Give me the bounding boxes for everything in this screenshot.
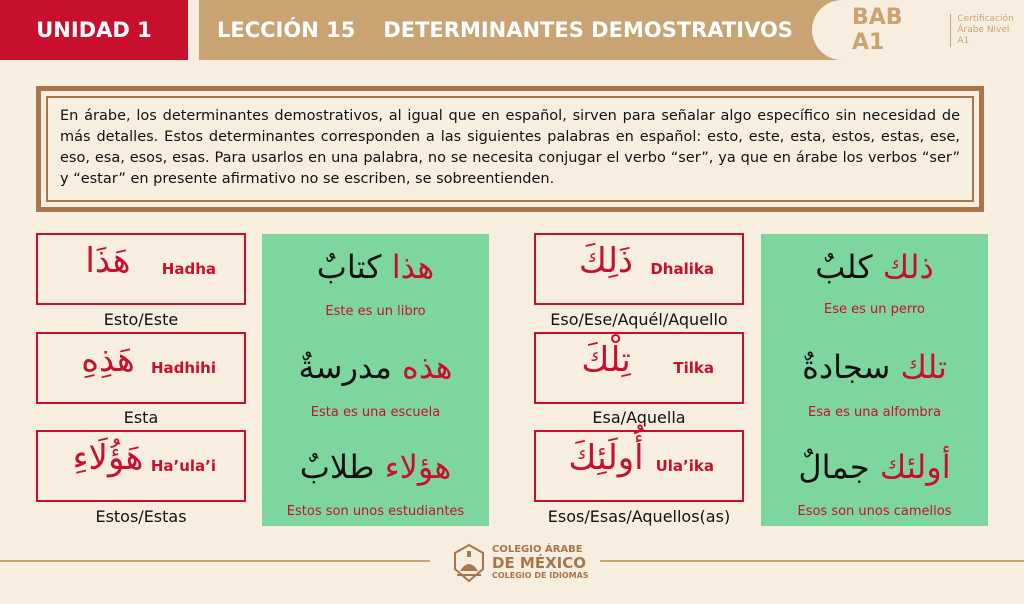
word-meaning: Eso/Ese/Aquél/Aquello: [550, 310, 728, 329]
unit-label: UNIDAD 1: [0, 0, 188, 60]
example-arabic: [761, 248, 988, 286]
examples-panel-far: [761, 234, 988, 526]
example-demonstrative: تلك: [900, 348, 947, 386]
example-demonstrative: هؤلاء: [384, 448, 452, 486]
word-meaning: Esos/Esas/Aquellos(as): [547, 507, 731, 526]
cert-line-2: Árabe Nivel A1: [957, 24, 1010, 46]
example-noun: كلبٌ: [815, 248, 873, 286]
example-noun: سجادةٌ: [802, 348, 891, 386]
example-arabic: [761, 348, 988, 386]
word-meaning: Estos/Estas: [95, 507, 187, 526]
example-spanish: Esta es una escuela: [310, 405, 441, 420]
transliteration: Tilka: [673, 359, 714, 377]
arabic-word: أُولَئِكَ: [568, 438, 644, 478]
example-demonstrative: هذه: [402, 348, 453, 386]
word-box-tilka: [534, 332, 744, 404]
example-demonstrative: أولئك: [879, 448, 951, 486]
lesson-bar: [199, 0, 899, 60]
example-demonstrative: هذا: [391, 248, 435, 286]
certification-label: [950, 14, 1024, 47]
example-spanish: Estos son unos estudiantes: [286, 504, 465, 519]
examples-panel-near: [262, 234, 489, 526]
example-spanish: Esos son unos camellos: [797, 504, 952, 519]
footer-divider-left: [0, 560, 430, 562]
word-box-hadhihi: [36, 332, 246, 404]
word-meaning: Esa/Aquella: [592, 408, 686, 427]
example-demonstrative: ذلك: [882, 248, 934, 286]
school-name: [492, 544, 589, 580]
lesson-number: LECCIÓN 15: [217, 18, 356, 42]
example-arabic: [262, 448, 489, 486]
word-box-ulaika: [534, 430, 744, 502]
arabic-word: هَؤُلَاءِ: [72, 438, 144, 478]
example-arabic: [761, 448, 988, 486]
school-logo-icon: [449, 543, 489, 583]
school-line-1: COLEGIO ÁRABE: [492, 544, 583, 555]
example-spanish: Esa es una alfombra: [808, 405, 941, 420]
arabic-word: هَذِهِ: [81, 340, 135, 380]
lesson-topic: DETERMINANTES DEMOSTRATIVOS: [383, 18, 793, 42]
brand-name: BAB A1: [852, 5, 903, 55]
arabic-word: ذَلِكَ: [578, 241, 634, 281]
word-meaning: Esto/Este: [103, 310, 179, 329]
example-arabic: [262, 348, 489, 386]
example-noun: كتابٌ: [316, 248, 382, 286]
example-noun: مدرسةٌ: [298, 348, 392, 386]
transliteration: Ha’ula’i: [150, 457, 216, 475]
transliteration: Hadha: [161, 260, 216, 278]
arabic-word: هَذَا: [85, 241, 131, 281]
word-box-hadha: [36, 233, 246, 305]
intro-text: En árabe, los determinantes demostrativos, al igual que en español, sirven para señalar algo específico sin necesidad de más detalles. Estos determinantes corresponden a las siguientes palabras en español: esto, este, esta, estos, estas, ese, eso, esa, esos, esas. Para usarlos en una palabra, no se necesita conjugar el verbo “ser”, ya que en árabe los verbos “ser” y “estar” en presente afirmativo no se escriben, se sobreentienden.: [46, 96, 974, 202]
example-spanish: Este es un libro: [325, 304, 426, 319]
cert-line-1: Certificación: [957, 13, 1014, 24]
example-spanish: Ese es un perro: [823, 302, 925, 317]
example-noun: جمالٌ: [798, 448, 870, 486]
school-line-2: DE MÉXICO: [492, 554, 586, 572]
word-meaning: Esta: [123, 408, 159, 427]
word-box-haulai: [36, 430, 246, 502]
brand-logo: [812, 0, 1024, 60]
example-noun: طلابٌ: [299, 448, 375, 486]
transliteration: Hadhihi: [150, 359, 216, 377]
transliteration: Dhalika: [650, 260, 714, 278]
word-box-dhalika: [534, 233, 744, 305]
footer-divider-right: [600, 560, 1024, 562]
example-arabic: [262, 248, 489, 286]
arabic-word: تِلْكَ: [581, 340, 631, 380]
transliteration: Ula’ika: [655, 457, 714, 475]
school-line-3: COLEGIO DE IDIOMAS: [492, 571, 589, 580]
header: [0, 0, 1024, 60]
